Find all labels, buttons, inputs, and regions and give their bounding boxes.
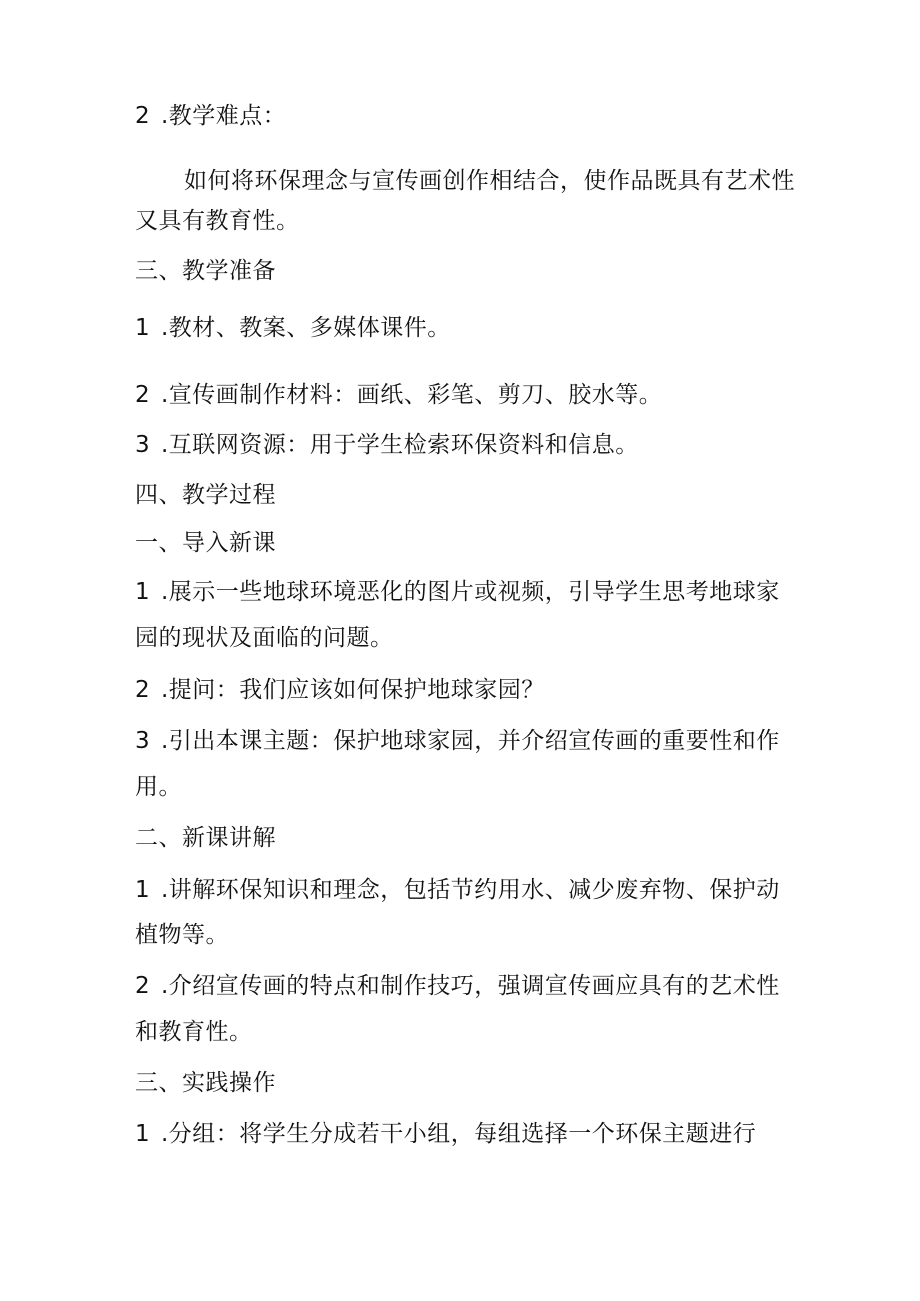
line-text: 一、导入新课 <box>135 530 276 556</box>
section-heading <box>135 480 276 510</box>
line-text: .引出本课主题：保护地球家园，并介绍宣传画的重要性和作 <box>161 728 780 754</box>
section-heading <box>135 1068 276 1098</box>
line-text: 如何将环保理念与宣传画创作相结合，使作品既具有艺术性 <box>184 168 795 194</box>
line-text: 用。 <box>135 774 182 800</box>
text-line <box>135 875 780 905</box>
line-text: .介绍宣传画的特点和制作技巧，强调宣传画应具有的艺术性 <box>161 973 780 999</box>
section-heading <box>135 256 276 286</box>
paragraph-line <box>135 920 229 950</box>
line-text: 又具有教育性。 <box>135 208 300 234</box>
list-number: 2 <box>135 677 151 703</box>
text-line <box>135 675 545 705</box>
text-line <box>135 101 286 131</box>
text-line <box>135 726 780 756</box>
line-text: .互联网资源：用于学生检索环保资料和信息。 <box>161 432 639 458</box>
list-number: 3 <box>135 432 151 458</box>
line-text: .讲解环保知识和理念，包括节约用水、减少废弃物、保护动 <box>161 877 780 903</box>
list-number: 2 <box>135 382 151 408</box>
list-number: 2 <box>135 973 151 999</box>
paragraph-line <box>135 772 182 802</box>
text-line <box>135 971 780 1001</box>
line-text: 植物等。 <box>135 922 229 948</box>
line-text: .教学难点： <box>161 103 287 129</box>
line-text: 和教育性。 <box>135 1019 253 1045</box>
list-number: 3 <box>135 728 151 754</box>
paragraph-line <box>184 166 795 196</box>
line-text: .教材、教案、多媒体课件。 <box>161 315 451 341</box>
line-text: .宣传画制作材料：画纸、彩笔、剪刀、胶水等。 <box>161 382 663 408</box>
line-text: 三、教学准备 <box>135 258 276 284</box>
text-line <box>135 430 639 460</box>
list-number: 1 <box>135 579 151 605</box>
line-text: .展示一些地球环境恶化的图片或视频，引导学生思考地球家 <box>161 579 780 605</box>
text-line <box>135 380 662 410</box>
line-text: 园的现状及面临的问题。 <box>135 625 394 651</box>
list-number: 2 <box>135 103 151 129</box>
paragraph-line <box>135 206 300 236</box>
list-number: 1 <box>135 877 151 903</box>
line-text: 四、教学过程 <box>135 482 276 508</box>
line-text: .分组：将学生分成若干小组，每组选择一个环保主题进行 <box>161 1121 757 1147</box>
line-text: .提问：我们应该如何保护地球家园？ <box>161 677 545 703</box>
text-line <box>135 1119 756 1149</box>
line-text: 三、实践操作 <box>135 1070 276 1096</box>
list-number: 1 <box>135 1121 151 1147</box>
paragraph-line <box>135 1017 253 1047</box>
section-heading <box>135 528 276 558</box>
paragraph-line <box>135 623 394 653</box>
text-line <box>135 577 780 607</box>
line-text: 二、新课讲解 <box>135 825 276 851</box>
list-number: 1 <box>135 315 151 341</box>
text-line <box>135 313 451 343</box>
section-heading <box>135 823 276 853</box>
